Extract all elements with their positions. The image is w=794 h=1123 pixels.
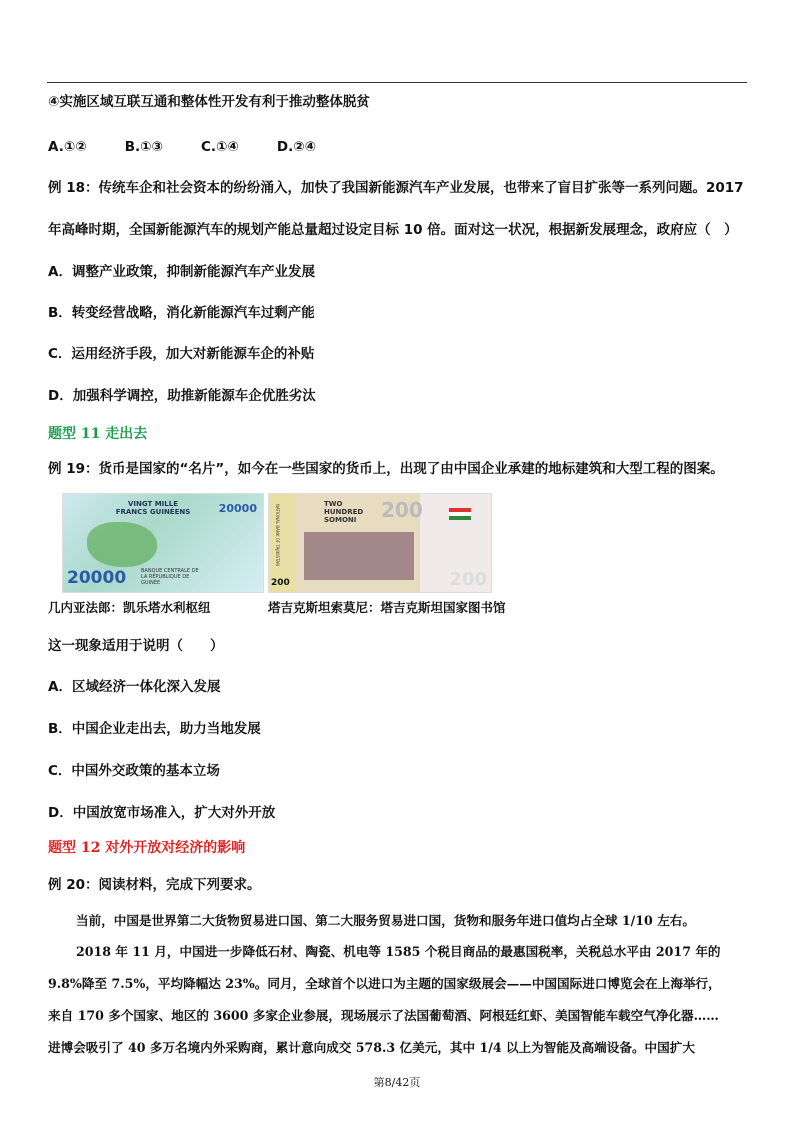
option-c: C.①④ <box>200 139 239 155</box>
material-line-5: 进博会吸引了 40 多万名境内外采购商，累计意向成交 578.3 亿美元，其中 1/4 以上为智能及高端设备。中国扩大 <box>48 1040 695 1055</box>
example-19-option-c: C．中国外交政策的基本立场 <box>48 763 220 779</box>
example-18-option-d: D．加强科学调控，助推新能源车企优胜劣汰 <box>48 388 316 404</box>
library-building <box>304 532 414 580</box>
example-18-option-b: B．转变经营战略，消化新能源汽车过剩产能 <box>48 305 315 321</box>
banknote1-value-bottom: 20000 <box>67 568 127 588</box>
island-shape <box>87 522 157 567</box>
banknote2-value-top: 200 <box>381 498 423 522</box>
banknote2-value-watermark: 200 <box>449 569 487 590</box>
example-18-option-a: A．调整产业政策，抑制新能源汽车产业发展 <box>48 264 315 280</box>
material-line-3: 9.8%降至 7.5%，平均降幅达 23%。同月，全球首个以进口为主题的国家级展会——中国国际进口博览会在上海举行， <box>48 976 721 991</box>
option-d: D.②④ <box>276 139 317 155</box>
banknote2-value-bottom: 200 <box>271 578 290 588</box>
section-heading-12: 题型 12 对外开放对经济的影响 <box>48 840 246 856</box>
example-19-option-b: B．中国企业走出去，助力当地发展 <box>48 721 261 737</box>
option-b: B.①③ <box>124 139 163 155</box>
tajikistan-banknote-image <box>268 493 492 593</box>
example-20-line-1: 例 20：阅读材料，完成下列要求。 <box>48 877 261 893</box>
material-line-4: 来自 170 多个国家、地区的 3600 多家企业参展，现场展示了法国葡萄酒、阿根廷红虾、美国智能车载空气净化器…… <box>48 1008 719 1023</box>
banknote2-title: TWO HUNDRED SOMONI <box>324 500 364 524</box>
example-19-line-1: 例 19：货币是国家的“名片”，如今在一些国家的货币上，出现了由中国企业承建的地标建筑和大型工程的图案。 <box>48 461 724 477</box>
example-19-option-a: A．区域经济一体化深入发展 <box>48 679 221 695</box>
material-line-1: 当前，中国是世界第二大货物贸易进口国、第二大服务贸易进口国，货物和服务年进口值均占全球 1/10 左右。 <box>76 913 695 928</box>
section-heading-11: 题型 11 走出去 <box>48 426 148 442</box>
prev-options <box>48 137 354 157</box>
banknote2-bank: NATIONAL BANK OF TAJIKISTAN <box>275 504 280 566</box>
caption-guinea: 几内亚法郎：凯乐塔水利枢纽 <box>48 600 211 615</box>
option-a: A.①② <box>48 139 87 155</box>
example-18-line-2: 年高峰时期，全国新能源汽车的规划产能总量超过设定目标 10 倍。面对这一状况，根据新发展理念，政府应（ ） <box>48 222 738 238</box>
example-19-question: 这一现象适用于说明（ ） <box>48 638 224 654</box>
caption-tajikistan: 塔吉克斯坦索莫尼：塔吉克斯坦国家图书馆 <box>268 600 506 615</box>
question-item-4: ④实施区域互联互通和整体性开发有利于推动整体脱贫 <box>48 94 370 110</box>
banknote1-value-top: 20000 <box>218 502 257 515</box>
banknote1-bank: BANQUE CENTRALE DE LA RÉPUBLIQUE DE GUINÉE <box>141 568 199 586</box>
page-number: 第8/42页 <box>373 1076 421 1089</box>
header-rule <box>47 82 747 83</box>
banknote1-title: VINGT MILLE FRANCS GUINÉENS <box>115 500 191 516</box>
example-18-line-1: 例 18：传统车企和社会资本的纷纷涌入，加快了我国新能源汽车产业发展，也带来了盲目扩张等一系列问题。2017 <box>48 180 744 196</box>
material-line-2: 2018 年 11 月，中国进一步降低石材、陶瓷、机电等 1585 个税目商品的最惠国税率，关税总水平由 2017 年的 <box>76 944 721 959</box>
example-18-option-c: C．运用经济手段，加大对新能源车企的补贴 <box>48 346 315 362</box>
guinea-banknote-image <box>62 493 264 593</box>
example-19-option-d: D．中国放宽市场准入，扩大对外开放 <box>48 805 276 821</box>
